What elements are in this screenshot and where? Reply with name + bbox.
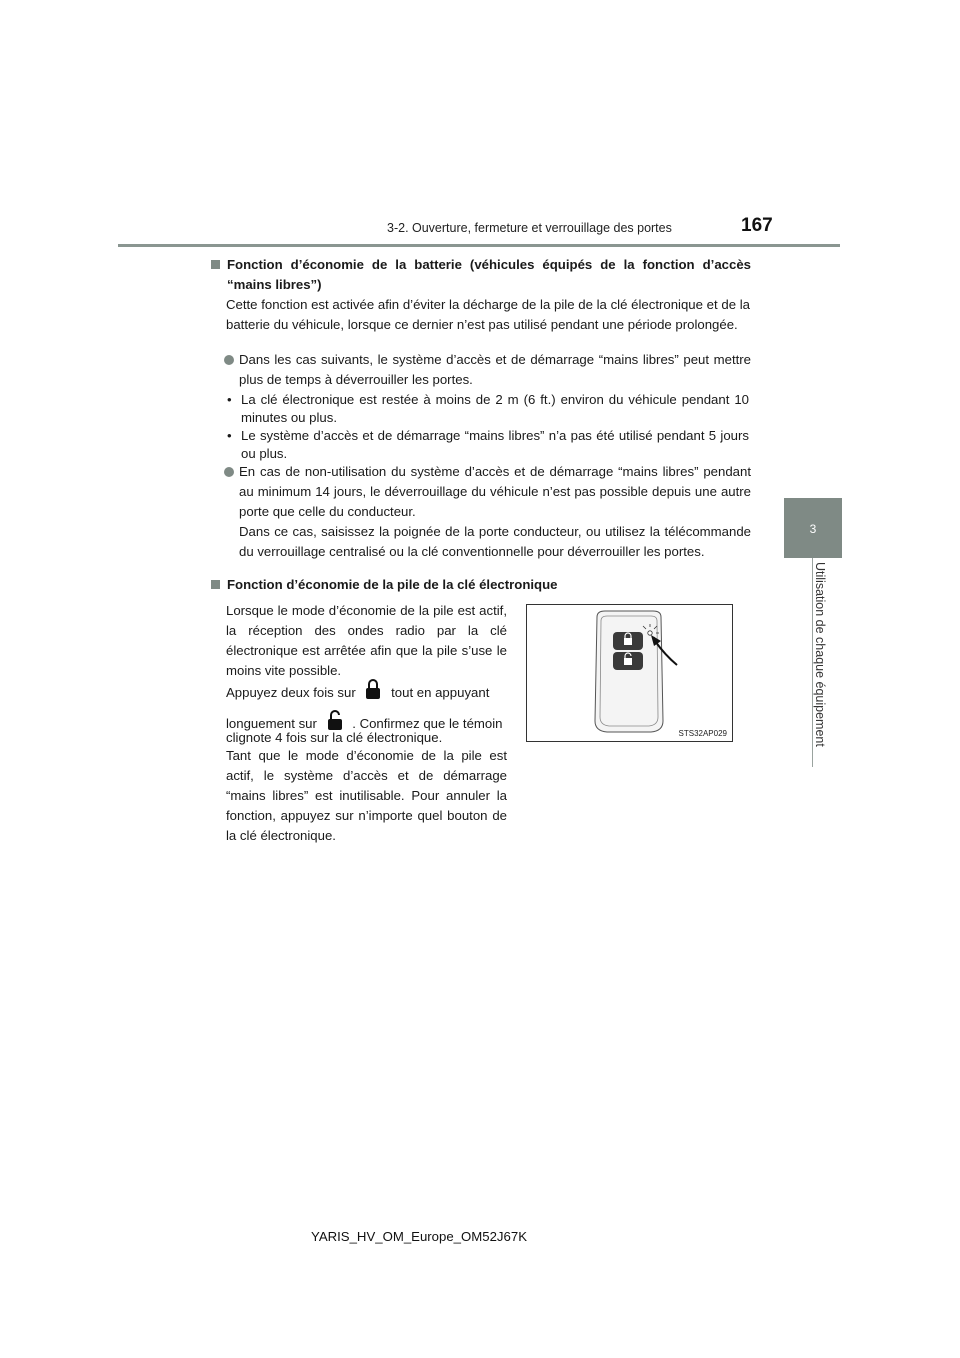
section-heading-battery bbox=[211, 255, 751, 295]
sub-item bbox=[227, 391, 749, 427]
instruction-text: longuement sur bbox=[226, 715, 317, 731]
bullet-text: Dans les cas suivants, le système d’accès et de démarrage “mains libres” peut mettre plus de temps à déverrouiller les portes. bbox=[239, 352, 751, 387]
section-heading-text: Fonction d’économie de la batterie (véhicules équipés de la fonction d’accès “mains libres”) bbox=[227, 257, 751, 292]
bullet-item bbox=[224, 462, 751, 562]
lock-icon bbox=[365, 678, 381, 709]
chapter-label: Utilisation de chaque équipement bbox=[813, 562, 827, 747]
section-paragraph: Lorsque le mode d’économie de la pile est actif, la réception des ondes radio par la clé électronique est arrêtée afin que la pile s’use le moins vite possible. bbox=[226, 603, 507, 678]
chapter-tab[interactable] bbox=[784, 498, 842, 558]
sub-bullet-icon: • bbox=[227, 392, 232, 407]
section-marker-icon bbox=[211, 580, 220, 589]
footer-document-id: YARIS_HV_OM_Europe_OM52J67K bbox=[311, 1229, 527, 1244]
bullet-item bbox=[224, 350, 751, 390]
sub-bullet-icon: • bbox=[227, 428, 232, 443]
section-heading-key-battery bbox=[211, 575, 751, 595]
section-paragraph: Tant que le mode d’économie de la pile est actif, le système d’accès et de démarrage “mains libres” est inutilisable. Pour annuler la fonction, appuyez sur n’importe quel bouton de la clé électronique. bbox=[226, 748, 507, 843]
sub-item bbox=[227, 427, 749, 463]
bullet-text-continued: Dans ce cas, saisissez la poignée de la porte conducteur, ou utilisez la télécommande du verrouillage centralisé ou la clé conventionnelle pour déverrouiller les portes. bbox=[239, 524, 751, 559]
instruction-text: . Confirmez que le témoin bbox=[352, 715, 503, 731]
section-heading-text: Fonction d’économie de la pile de la clé électronique bbox=[227, 577, 558, 592]
bullet-dot-icon bbox=[224, 467, 234, 477]
sub-item-text: Le système d’accès et de démarrage “mains libres” n’a pas été utilisé pendant 5 jours ou plus. bbox=[241, 428, 749, 461]
section-intro: Cette fonction est activée afin d’éviter la décharge de la pile de la clé électronique et de la batterie du véhicule, lorsque ce dernier n’est pas utilisé pendant une période prolongée. bbox=[226, 297, 750, 332]
sub-item-text: La clé électronique est restée à moins de 2 m (6 ft.) environ du véhicule pendant 10 minutes ou plus. bbox=[241, 392, 749, 425]
key-figure bbox=[526, 604, 733, 742]
instruction-text: Appuyez deux fois sur bbox=[226, 684, 356, 700]
bullet-text: En cas de non-utilisation du système d’accès et de démarrage “mains libres” pendant au minimum 14 jours, le déverrouillage du véhicule n’est pas possible depuis une autre porte que celle du conducteur. bbox=[239, 464, 751, 519]
chapter-number: 3 bbox=[809, 522, 817, 536]
figure-code: STS32AP029 bbox=[678, 729, 727, 738]
page-number: 167 bbox=[741, 215, 773, 236]
header-section-title: 3-2. Ouverture, fermeture et verrouillage des portes bbox=[387, 221, 672, 235]
section-marker-icon bbox=[211, 260, 220, 269]
instruction-text: tout en appuyant bbox=[391, 684, 490, 700]
instruction-continued: clignote 4 fois sur la clé électronique. bbox=[226, 730, 443, 745]
electronic-key-illustration bbox=[527, 605, 732, 741]
header-divider bbox=[118, 244, 840, 247]
bullet-dot-icon bbox=[224, 355, 234, 365]
